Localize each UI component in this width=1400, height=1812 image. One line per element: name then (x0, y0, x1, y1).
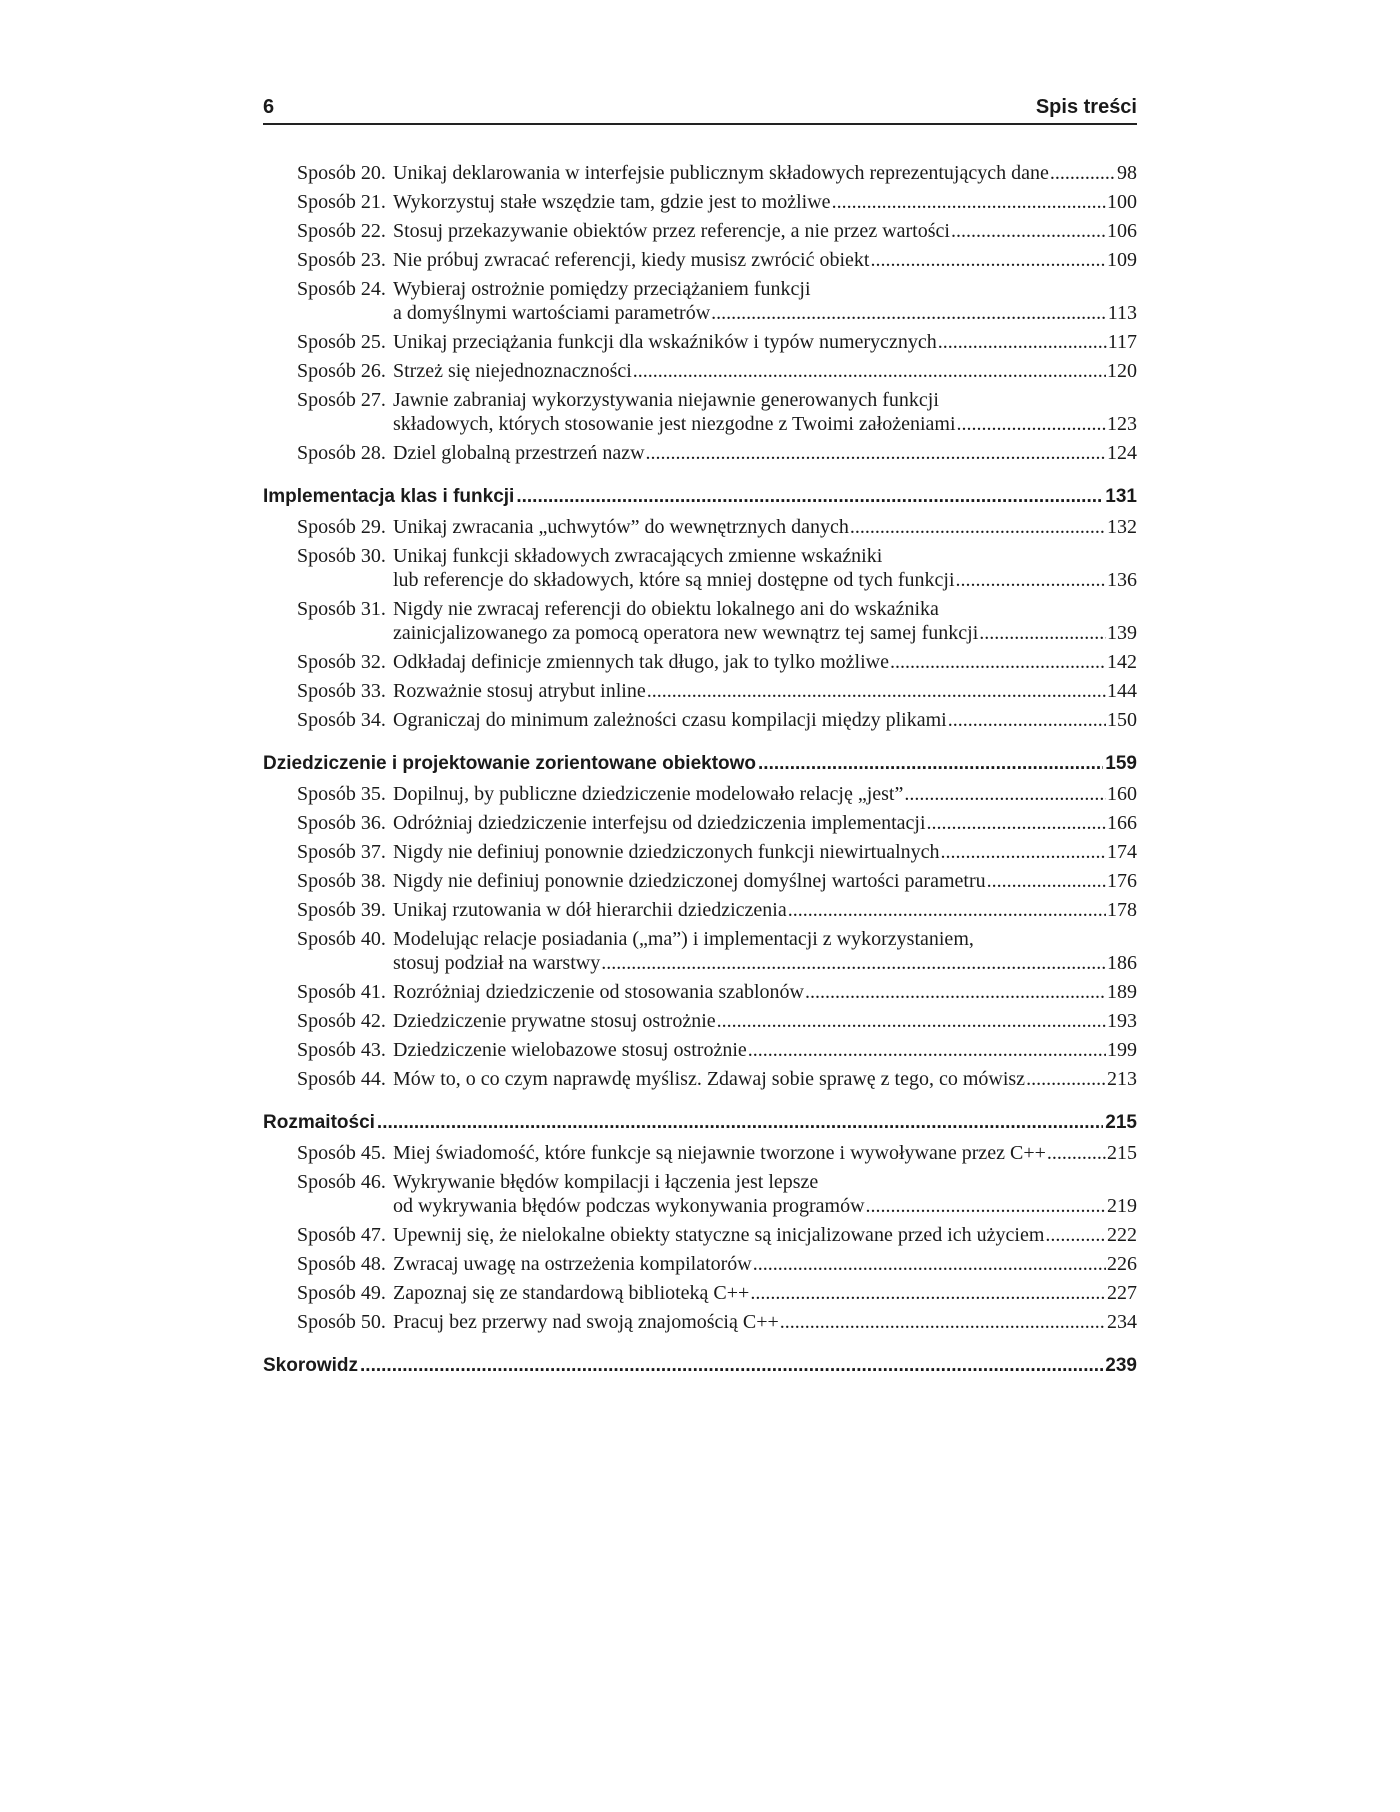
entry-title-text: Unikaj przeciążania funkcji dla wskaźników i typów numerycznych (393, 331, 937, 353)
entry-title (393, 515, 1137, 539)
entry-title-text: Zapoznaj się ze standardową biblioteką C++ (393, 1282, 750, 1304)
entry-title (393, 869, 1137, 893)
entry-title (393, 1038, 1137, 1062)
chapter-page-number: 239 (1105, 1355, 1137, 1376)
toc-entry (263, 597, 1137, 645)
entry-title (393, 840, 1137, 864)
entry-title-line (393, 1252, 1137, 1276)
chapter-title: Rozmaitości (263, 1112, 375, 1133)
entry-page-number: 150 (1107, 709, 1137, 731)
entry-title (393, 359, 1137, 383)
entry-page-number: 174 (1107, 841, 1137, 863)
entry-page-number: 144 (1107, 680, 1137, 702)
entry-number: Sposób 32. (297, 651, 386, 673)
dot-leader (904, 782, 1106, 806)
toc-entry (263, 1141, 1137, 1165)
entry-page-number: 109 (1107, 249, 1137, 271)
entry-number: Sposób 48. (297, 1253, 386, 1275)
entry-title-line (393, 412, 1137, 436)
dot-leader (788, 898, 1106, 922)
toc-entry (263, 898, 1137, 922)
toc-entry (263, 219, 1137, 243)
entry-number: Sposób 42. (297, 1010, 386, 1032)
entry-number: Sposób 33. (297, 680, 386, 702)
entry-title-line (393, 927, 1137, 951)
dot-leader (748, 1038, 1106, 1062)
entry-title-line (393, 782, 1137, 806)
entry-page-number: 227 (1107, 1282, 1137, 1304)
dot-leader (866, 1194, 1106, 1218)
entry-title-line (393, 515, 1137, 539)
toc-entry (263, 161, 1137, 185)
entry-title-line (393, 840, 1137, 864)
entry-title-line (393, 811, 1137, 835)
table-of-contents (263, 161, 1137, 1378)
entry-title-text: Miej świadomość, które funkcje są niejawnie tworzone i wywoływane przez C++ (393, 1142, 1046, 1164)
entry-title (393, 811, 1137, 835)
entry-title-line (393, 1009, 1137, 1033)
entry-title-text: a domyślnymi wartościami parametrów (393, 302, 711, 324)
entry-title-text: od wykrywania błędów podczas wykonywania programów (393, 1195, 865, 1217)
dot-leader (750, 1281, 1106, 1305)
entry-page-number: 226 (1107, 1253, 1137, 1275)
entry-title-text: Unikaj deklarowania w interfejsie publicznym składowych reprezentujących dane (393, 162, 1049, 184)
dot-leader (941, 840, 1106, 864)
toc-entry (263, 1310, 1137, 1334)
toc-entry (263, 811, 1137, 835)
entry-title-line (393, 650, 1137, 674)
dot-leader (377, 1111, 1103, 1135)
entry-title-text: Nigdy nie definiuj ponownie dziedziczonej domyślnej wartości parametru (393, 870, 986, 892)
entry-number: Sposób 43. (297, 1039, 386, 1061)
entry-number: Sposób 36. (297, 812, 386, 834)
entry-title-text: Dopilnuj, by publiczne dziedziczenie modelowało relację „jest” (393, 783, 904, 805)
entry-title (393, 219, 1137, 243)
toc-entry (263, 388, 1137, 436)
entry-title (393, 650, 1137, 674)
entry-page-number: 176 (1107, 870, 1137, 892)
toc-entry (263, 840, 1137, 864)
dot-leader (647, 679, 1106, 703)
dot-leader (870, 248, 1106, 272)
entry-number: Sposób 46. (297, 1171, 386, 1193)
chapter-heading (263, 485, 1137, 509)
entry-number: Sposób 23. (297, 249, 386, 271)
toc-entry (263, 515, 1137, 539)
entry-title-text: Upewnij się, że nielokalne obiekty statyczne są inicjalizowane przed ich użyciem (393, 1224, 1045, 1246)
entry-page-number: 222 (1107, 1224, 1137, 1246)
entry-title (393, 1067, 1137, 1091)
entry-number: Sposób 34. (297, 709, 386, 731)
toc-entry (263, 248, 1137, 272)
chapter-title: Skorowidz (263, 1355, 359, 1376)
entry-page-number: 100 (1107, 191, 1137, 213)
entry-page-number: 178 (1107, 899, 1137, 921)
entry-page-number: 117 (1107, 331, 1137, 353)
entry-title-text: składowych, których stosowanie jest niezgodne z Twoimi założeniami (393, 413, 956, 435)
dot-leader (938, 330, 1107, 354)
entry-title-line (393, 597, 1137, 621)
entry-title-line (393, 1141, 1137, 1165)
section-title: Spis treści (1035, 96, 1137, 118)
entry-page-number: 132 (1107, 516, 1137, 538)
entry-title (393, 708, 1137, 732)
document-page (263, 95, 1137, 1384)
entry-title-line (393, 277, 1137, 301)
entry-title (393, 679, 1137, 703)
entry-title (393, 1009, 1137, 1033)
toc-entry (263, 277, 1137, 325)
entry-title-text: Ograniczaj do minimum zależności czasu kompilacji między plikami (393, 709, 947, 731)
dot-leader (951, 219, 1106, 243)
chapter-heading (263, 1354, 1137, 1378)
entry-title-text: zainicjalizowanego za pomocą operatora new wewnątrz tej samej funkcji (393, 622, 979, 644)
entry-page-number: 234 (1107, 1311, 1137, 1333)
entry-title-line (393, 1038, 1137, 1062)
dot-leader (1045, 1223, 1106, 1247)
entry-title (393, 898, 1137, 922)
dot-leader (987, 869, 1106, 893)
entry-page-number: 189 (1107, 981, 1137, 1003)
dot-leader (832, 190, 1106, 214)
entry-title (393, 161, 1137, 185)
entry-title (393, 277, 1137, 325)
entry-title-line (393, 1194, 1137, 1218)
toc-entry (263, 1281, 1137, 1305)
entry-title (393, 248, 1137, 272)
entry-title (393, 190, 1137, 214)
entry-title-line (393, 161, 1137, 185)
entry-title-text: Unikaj rzutowania w dół hierarchii dziedziczenia (393, 899, 787, 921)
entry-title-line (393, 898, 1137, 922)
entry-title (393, 1252, 1137, 1276)
dot-leader (753, 1252, 1106, 1276)
entry-title-text: Odkładaj definicje zmiennych tak długo, jak to tylko możliwe (393, 651, 889, 673)
chapter-page-number: 131 (1105, 486, 1137, 507)
toc-entry (263, 1223, 1137, 1247)
entry-number: Sposób 27. (297, 389, 386, 411)
entry-title-text: Odróżniaj dziedziczenie interfejsu od dziedziczenia implementacji (393, 812, 926, 834)
entry-title (393, 1141, 1137, 1165)
entry-title-text: Dziel globalną przestrzeń nazw (393, 442, 645, 464)
entry-number: Sposób 39. (297, 899, 386, 921)
entry-title-text: Wybieraj ostrożnie pomiędzy przeciążaniem funkcji (393, 278, 811, 300)
entry-number: Sposób 28. (297, 442, 386, 464)
entry-number: Sposób 37. (297, 841, 386, 863)
entry-title-line (393, 1281, 1137, 1305)
entry-number: Sposób 22. (297, 220, 386, 242)
toc-entry (263, 708, 1137, 732)
entry-title (393, 1281, 1137, 1305)
entry-title-line (393, 359, 1137, 383)
entry-title-text: Rozróżniaj dziedziczenie od stosowania szablonów (393, 981, 804, 1003)
dot-leader (646, 441, 1106, 465)
entry-title-text: Nigdy nie zwracaj referencji do obiektu lokalnego ani do wskaźnika (393, 598, 939, 620)
toc-entry (263, 1252, 1137, 1276)
entry-title-line (393, 1223, 1137, 1247)
entry-title (393, 927, 1137, 975)
entry-number: Sposób 44. (297, 1068, 386, 1090)
entry-page-number: 142 (1107, 651, 1137, 673)
entry-number: Sposób 40. (297, 928, 386, 950)
chapter-title: Dziedziczenie i projektowanie zorientowane obiektowo (263, 753, 757, 774)
entry-title-line (393, 441, 1137, 465)
entry-title-line (393, 1170, 1137, 1194)
entry-title-text: Unikaj zwracania „uchwytów” do wewnętrznych danych (393, 516, 849, 538)
toc-entry (263, 1170, 1137, 1218)
dot-leader (1047, 1141, 1106, 1165)
entry-title-line (393, 951, 1137, 975)
entry-page-number: 139 (1107, 622, 1137, 644)
toc-entry (263, 441, 1137, 465)
entry-title-line (393, 330, 1137, 354)
entry-title-line (393, 621, 1137, 645)
chapter-page-number: 215 (1105, 1112, 1137, 1133)
entry-title (393, 782, 1137, 806)
entry-page-number: 136 (1107, 569, 1137, 591)
entry-page-number: 193 (1107, 1010, 1137, 1032)
entry-title-text: stosuj podział na warstwy (393, 952, 601, 974)
entry-title-text: Wykorzystuj stałe wszędzie tam, gdzie jest to możliwe (393, 191, 831, 213)
toc-entry (263, 1067, 1137, 1091)
dot-leader (957, 412, 1106, 436)
entry-title-text: lub referencje do składowych, które są mniej dostępne od tych funkcji (393, 569, 955, 591)
entry-title (393, 980, 1137, 1004)
entry-number: Sposób 45. (297, 1142, 386, 1164)
dot-leader (956, 568, 1107, 592)
dot-leader (601, 951, 1106, 975)
dot-leader (948, 708, 1106, 732)
entry-title (393, 544, 1137, 592)
toc-entry (263, 650, 1137, 674)
dot-leader (1050, 161, 1116, 185)
running-header (263, 95, 1137, 125)
entry-title-line (393, 388, 1137, 412)
entry-title-text: Modelując relacje posiadania („ma”) i implementacji z wykorzystaniem, (393, 928, 974, 950)
entry-title (393, 1310, 1137, 1334)
entry-title-line (393, 1310, 1137, 1334)
entry-number: Sposób 21. (297, 191, 386, 213)
dot-leader (927, 811, 1106, 835)
entry-title-line (393, 679, 1137, 703)
toc-entry (263, 544, 1137, 592)
entry-page-number: 166 (1107, 812, 1137, 834)
entry-page-number: 160 (1107, 783, 1137, 805)
entry-title-text: Nigdy nie definiuj ponownie dziedziczonych funkcji niewirtualnych (393, 841, 940, 863)
entry-number: Sposób 26. (297, 360, 386, 382)
toc-entry (263, 869, 1137, 893)
dot-leader (633, 359, 1106, 383)
toc-entry (263, 1038, 1137, 1062)
entry-title-text: Dziedziczenie wielobazowe stosuj ostrożnie (393, 1039, 747, 1061)
entry-title-text: Jawnie zabraniaj wykorzystywania niejawnie generowanych funkcji (393, 389, 939, 411)
entry-title (393, 330, 1137, 354)
dot-leader (711, 301, 1107, 325)
entry-title-line (393, 869, 1137, 893)
dot-leader (890, 650, 1106, 674)
dot-leader (717, 1009, 1106, 1033)
toc-entry (263, 980, 1137, 1004)
toc-entry (263, 927, 1137, 975)
entry-page-number: 106 (1107, 220, 1137, 242)
entry-page-number: 123 (1107, 413, 1137, 435)
chapter-heading (263, 752, 1137, 776)
entry-title-text: Stosuj przekazywanie obiektów przez referencje, a nie przez wartości (393, 220, 950, 242)
entry-number: Sposób 31. (297, 598, 386, 620)
entry-title-text: Strzeż się niejednoznaczności (393, 360, 632, 382)
entry-title-text: Dziedziczenie prywatne stosuj ostrożnie (393, 1010, 716, 1032)
entry-number: Sposób 41. (297, 981, 386, 1003)
entry-title-text: Unikaj funkcji składowych zwracających zmienne wskaźniki (393, 545, 883, 567)
dot-leader (979, 621, 1106, 645)
dot-leader (805, 980, 1106, 1004)
entry-title-text: Zwracaj uwagę na ostrzeżenia kompilatorów (393, 1253, 752, 1275)
entry-number: Sposób 25. (297, 331, 386, 353)
entry-number: Sposób 24. (297, 278, 386, 300)
entry-title-line (393, 301, 1137, 325)
entry-title-line (393, 980, 1137, 1004)
toc-entry (263, 1009, 1137, 1033)
entry-title-text: Mów to, o co czym naprawdę myślisz. Zdawaj sobie sprawę z tego, co mówisz (393, 1068, 1026, 1090)
entry-page-number: 98 (1117, 162, 1137, 184)
entry-title (393, 1223, 1137, 1247)
page-number: 6 (263, 96, 275, 118)
entry-number: Sposób 38. (297, 870, 386, 892)
entry-title (393, 441, 1137, 465)
dot-leader (516, 485, 1103, 509)
entry-number: Sposób 30. (297, 545, 386, 567)
entry-title-line (393, 1067, 1137, 1091)
entry-page-number: 120 (1107, 360, 1137, 382)
entry-title-line (393, 219, 1137, 243)
entry-title-line (393, 708, 1137, 732)
dot-leader (758, 752, 1103, 776)
chapter-title: Implementacja klas i funkcji (263, 486, 515, 507)
dot-leader (1026, 1067, 1106, 1091)
entry-page-number: 199 (1107, 1039, 1137, 1061)
entry-number: Sposób 50. (297, 1311, 386, 1333)
entry-title (393, 597, 1137, 645)
entry-page-number: 113 (1107, 302, 1137, 324)
chapter-heading (263, 1111, 1137, 1135)
toc-entry (263, 330, 1137, 354)
entry-title-line (393, 544, 1137, 568)
entry-title (393, 1170, 1137, 1218)
chapter-page-number: 159 (1105, 753, 1137, 774)
entry-title-text: Rozważnie stosuj atrybut inline (393, 680, 646, 702)
toc-entry (263, 679, 1137, 703)
entry-page-number: 186 (1107, 952, 1137, 974)
entry-page-number: 124 (1107, 442, 1137, 464)
dot-leader (780, 1310, 1106, 1334)
dot-leader (360, 1354, 1103, 1378)
entry-title-text: Nie próbuj zwracać referencji, kiedy musisz zwrócić obiekt (393, 249, 870, 271)
dot-leader (850, 515, 1106, 539)
entry-title-line (393, 190, 1137, 214)
entry-number: Sposób 49. (297, 1282, 386, 1304)
entry-page-number: 215 (1107, 1142, 1137, 1164)
toc-entry (263, 359, 1137, 383)
entry-number: Sposób 35. (297, 783, 386, 805)
entry-number: Sposób 20. (297, 162, 386, 184)
entry-number: Sposób 47. (297, 1224, 386, 1246)
toc-entry (263, 782, 1137, 806)
entry-title-line (393, 568, 1137, 592)
entry-page-number: 213 (1107, 1068, 1137, 1090)
entry-page-number: 219 (1107, 1195, 1137, 1217)
entry-title-line (393, 248, 1137, 272)
entry-title-text: Pracuj bez przerwy nad swoją znajomością C++ (393, 1311, 779, 1333)
entry-title (393, 388, 1137, 436)
entry-title-text: Wykrywanie błędów kompilacji i łączenia jest lepsze (393, 1171, 819, 1193)
toc-entry (263, 190, 1137, 214)
entry-number: Sposób 29. (297, 516, 386, 538)
